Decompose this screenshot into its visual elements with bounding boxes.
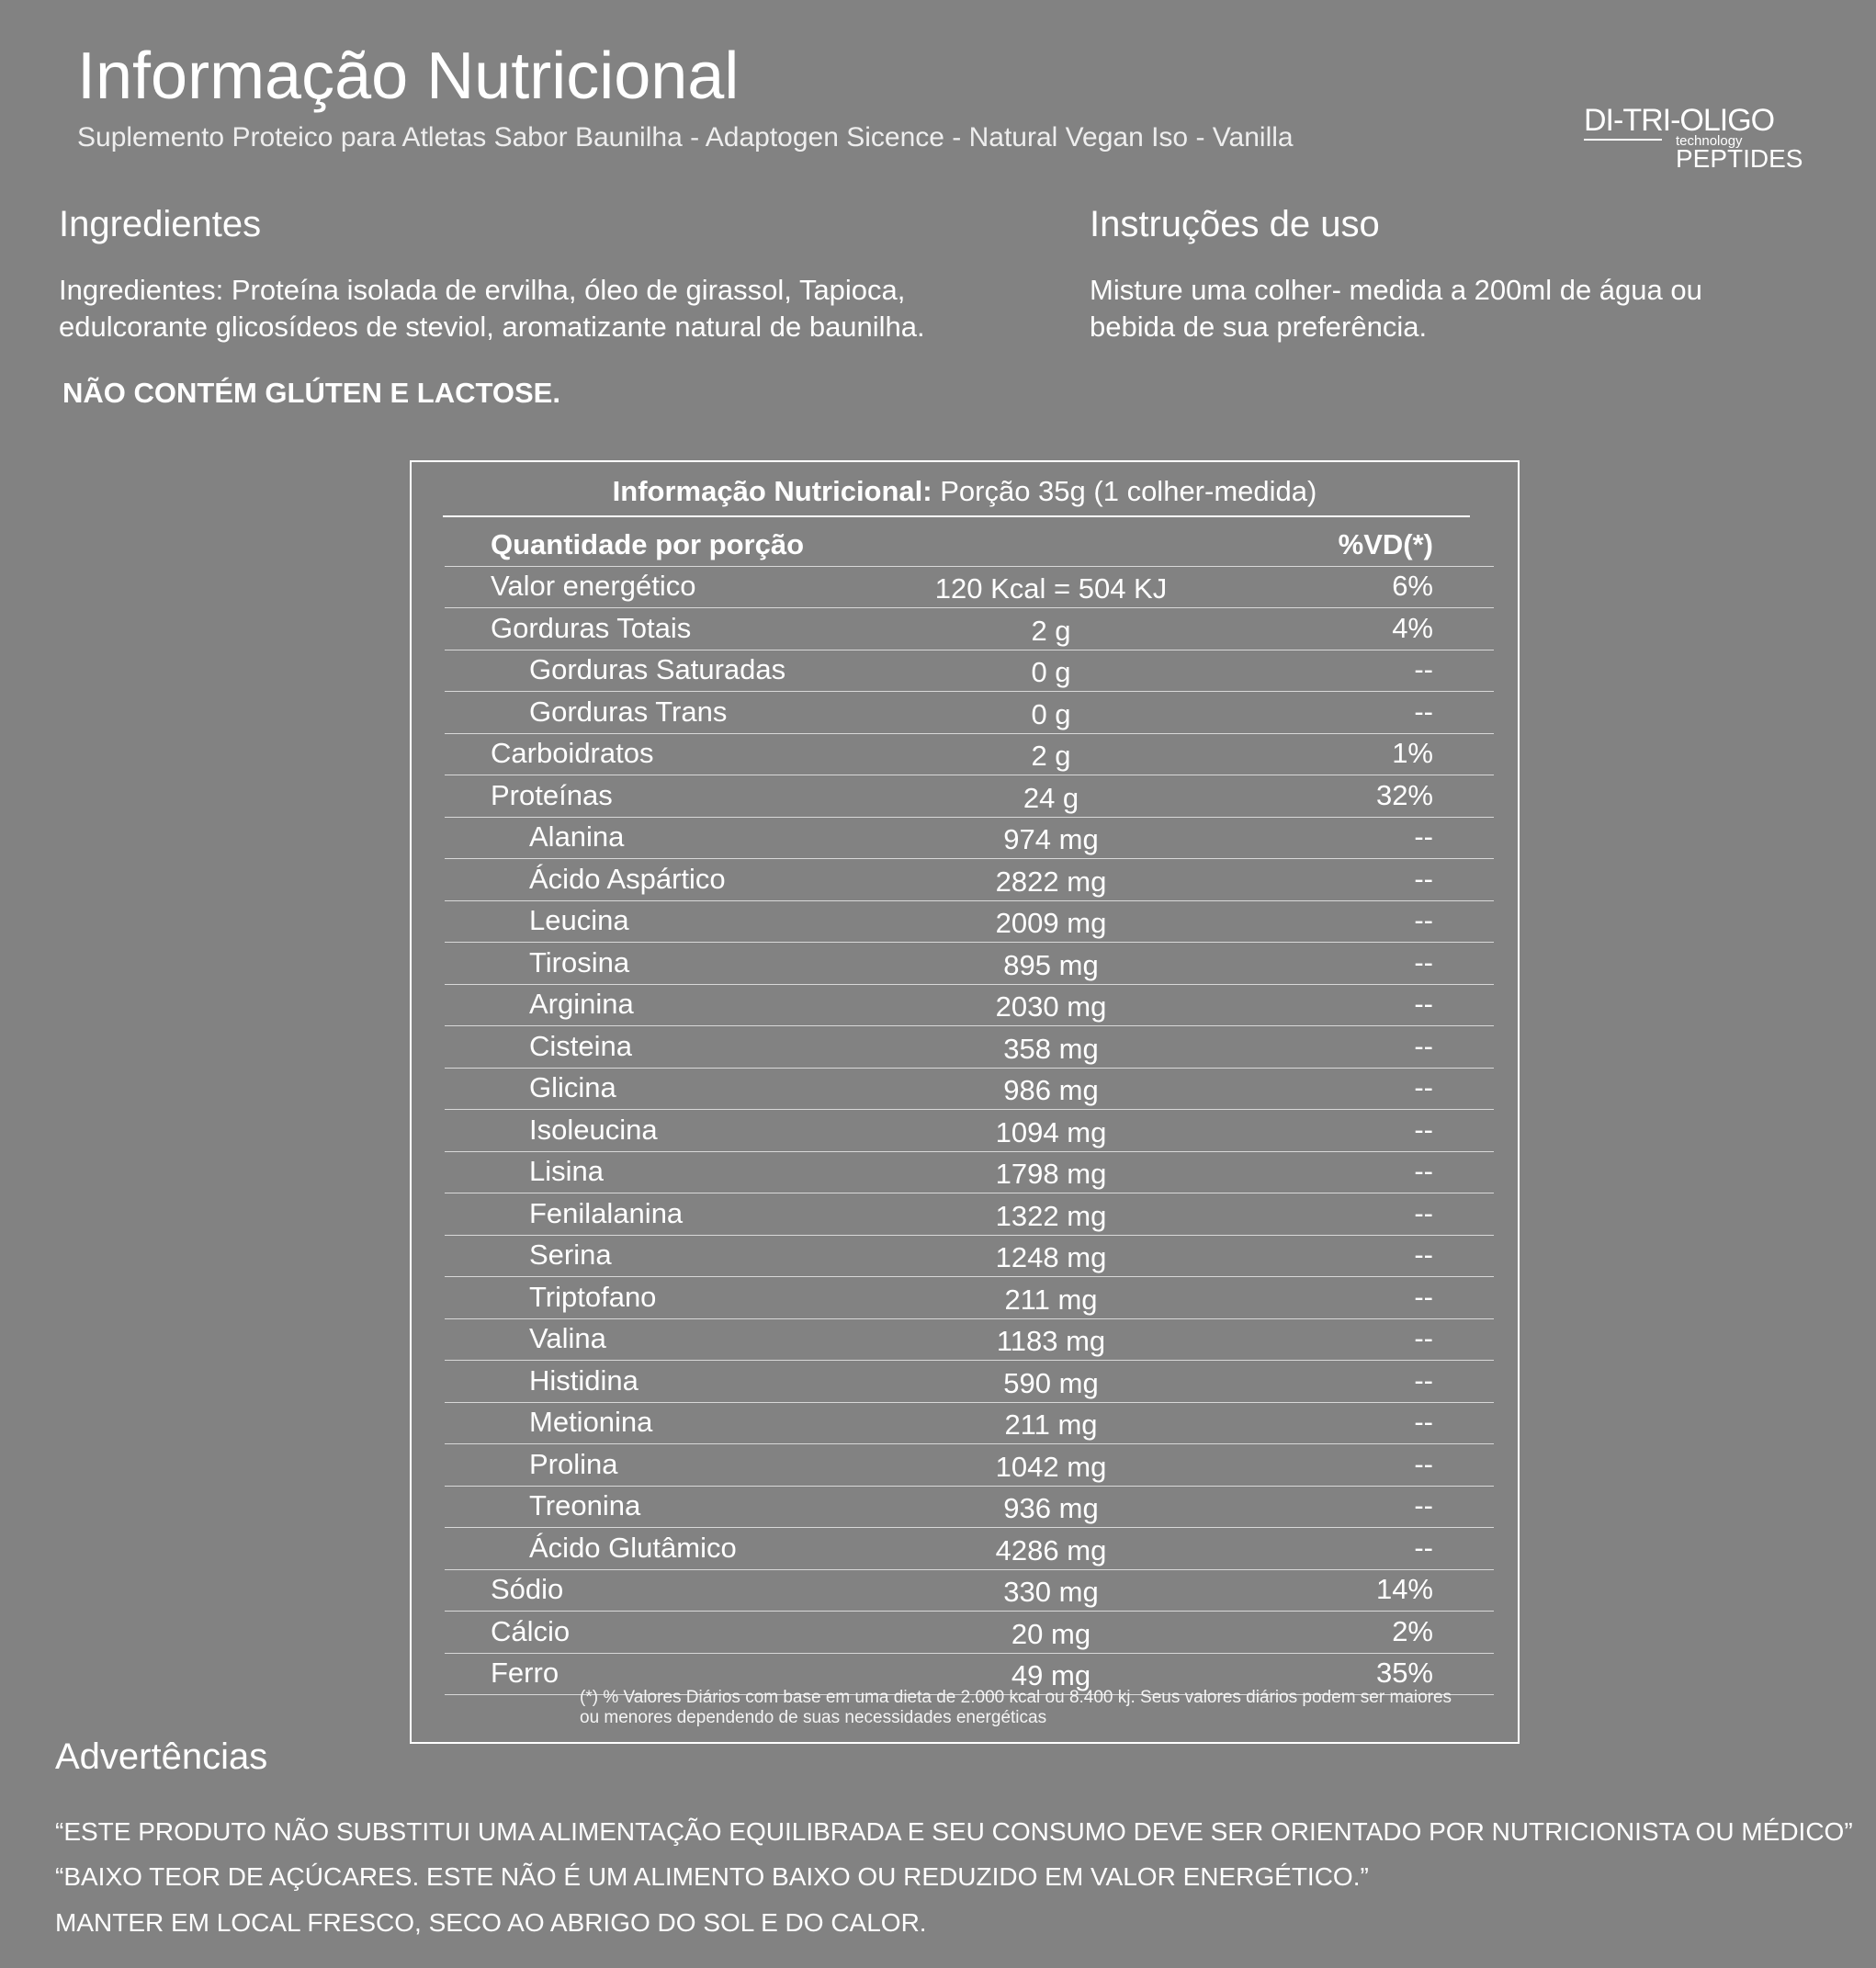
nutrition-title-bold: Informação Nutricional: [612,475,932,507]
nutrient-amount: 4286 mg [995,1533,1107,1566]
nutrient-daily-value: -- [1414,1196,1433,1229]
nutrient-amount: 20 mg [1011,1617,1091,1650]
nutrient-daily-value: 35% [1375,1657,1433,1689]
nutrient-label: Gorduras Totais [491,611,692,644]
nutrient-amount: 330 mg [1003,1576,1099,1608]
table-row [445,1069,1494,1111]
table-row [445,1152,1494,1194]
allergen-note: NÃO CONTÉM GLÚTEN E LACTOSE. [62,377,560,409]
nutrient-daily-value: -- [1414,1238,1433,1271]
nutrient-label: Histidina [529,1363,639,1397]
instructions-heading: Instruções de uso [1090,204,1380,244]
nutrient-daily-value: -- [1414,1113,1433,1146]
nutrient-label: Proteínas [491,778,613,811]
nutrient-daily-value: -- [1414,1155,1433,1187]
nutrient-daily-value: -- [1414,862,1433,895]
logo-line-2: technology [1676,133,1743,149]
nutrient-amount: 0 g [1031,656,1071,688]
nutrient-label: Treonina [529,1489,641,1521]
nutrient-label: Gorduras Trans [529,695,728,728]
nutrient-amount: 1094 mg [995,1115,1107,1148]
nutrient-label: Tirosina [529,945,630,978]
nutrient-daily-value: -- [1414,904,1433,936]
page-title: Informação Nutricional [77,40,740,113]
nutrient-amount: 1183 mg [996,1325,1106,1357]
nutrient-amount: 2009 mg [995,907,1107,939]
nutrient-label: Triptofano [529,1280,657,1313]
nutrient-daily-value: 4% [1392,611,1433,644]
nutrition-facts-panel [410,460,1520,1744]
warning-line: “BAIXO TEOR DE AÇÚCARES. ESTE NÃO É UM ALIMENTO BAIXO OU REDUZIDO EM VALOR ENERGÉTICO.” [55,1862,1369,1891]
column-header-quantity: Quantidade por porção [491,527,805,560]
nutrient-amount: 590 mg [1003,1366,1099,1399]
table-row [445,775,1494,818]
nutrient-amount: 24 g [1023,781,1079,814]
table-row [445,1361,1494,1403]
nutrient-daily-value: 6% [1392,570,1433,602]
nutrient-amount: 0 g [1031,697,1071,730]
nutrient-amount: 1322 mg [995,1199,1107,1232]
nutrient-amount: 986 mg [1003,1074,1099,1106]
nutrition-table-title [412,471,1518,512]
nutrient-label: Ácido Glutâmico [529,1531,737,1564]
nutrient-daily-value: 32% [1375,778,1433,811]
table-header-row [445,525,1494,567]
nutrient-amount: 1798 mg [995,1158,1107,1190]
nutrient-daily-value: -- [1414,820,1433,853]
daily-value-footnote: (*) % Valores Diários com base em uma dieta de 2.000 kcal ou 8.400 kj. Seus valores diários podem ser maiores ou menores dependendo de suas necessidades energéticas [580,1688,1452,1727]
nutrient-daily-value: 1% [1392,737,1433,769]
nutrient-daily-value: 14% [1375,1573,1433,1605]
nutrient-label: Metionina [529,1406,653,1438]
ingredients-heading: Ingredientes [59,204,262,244]
nutrient-daily-value: -- [1414,1280,1433,1313]
table-row [445,1487,1494,1529]
nutrient-amount: 2030 mg [995,990,1107,1023]
table-row [445,985,1494,1027]
warnings-heading: Advertências [55,1736,268,1777]
table-row [445,1528,1494,1570]
column-header-dv: %VD(*) [1338,527,1433,560]
nutrient-daily-value: -- [1414,653,1433,685]
nutrient-amount: 2 g [1031,614,1071,647]
table-row [445,901,1494,944]
nutrient-daily-value: -- [1414,1029,1433,1062]
nutrient-label: Sódio [491,1573,564,1605]
title-divider [443,515,1470,517]
nutrient-label: Alanina [529,820,625,853]
nutrition-title-portion: Porção 35g (1 colher-medida) [932,475,1317,507]
nutrient-daily-value: -- [1414,945,1433,978]
nutrient-amount: 2 g [1031,740,1071,772]
table-row [445,943,1494,985]
nutrient-amount: 120 Kcal = 504 KJ [934,572,1168,605]
nutrient-daily-value: -- [1414,1531,1433,1564]
nutrient-daily-value: -- [1414,1406,1433,1438]
nutrient-label: Lisina [529,1155,604,1187]
product-subtitle: Suplemento Proteico para Atletas Sabor Baunilha - Adaptogen Sicence - Natural Vegan Iso - Vanilla [77,122,1294,153]
nutrient-amount: 1248 mg [995,1241,1107,1273]
nutrient-daily-value: -- [1414,1447,1433,1480]
nutrient-amount: 2822 mg [995,865,1107,898]
nutrient-daily-value: -- [1414,1071,1433,1103]
nutrient-label: Cálcio [491,1614,571,1647]
table-row [445,1319,1494,1362]
table-row [445,1193,1494,1236]
table-row [445,1277,1494,1319]
instructions-text: Misture uma colher- medida a 200ml de água ou bebida de sua preferência. [1090,274,1702,343]
nutrient-daily-value: 2% [1392,1614,1433,1647]
table-row [445,1236,1494,1278]
logo-line-1: DI-TRI-OLIGO [1584,103,1775,138]
logo-underline [1584,139,1662,141]
nutrient-label: Glicina [529,1071,616,1103]
nutrient-label: Valina [529,1322,606,1354]
nutrient-daily-value: -- [1414,1363,1433,1397]
nutrient-label: Fenilalanina [529,1196,684,1229]
table-row [445,1403,1494,1445]
nutrient-label: Isoleucina [529,1113,658,1146]
nutrition-rows [445,525,1494,1695]
nutrient-label: Ferro [491,1657,559,1689]
nutrient-daily-value: -- [1414,695,1433,728]
table-row [445,692,1494,734]
table-row [445,1444,1494,1487]
nutrient-label: Valor energético [491,570,696,602]
warning-line: MANTER EM LOCAL FRESCO, SECO AO ABRIGO DO SOL E DO CALOR. [55,1908,927,1937]
logo-line-3: PEPTIDES [1676,144,1803,173]
nutrient-label: Cisteina [529,1029,632,1062]
nutrient-daily-value: -- [1414,1489,1433,1521]
brand-logo [1580,103,1803,173]
table-row [445,734,1494,776]
table-row [445,1026,1494,1069]
ingredients-text: Ingredientes: Proteína isolada de ervilha, óleo de girassol, Tapioca, edulcorante glicosídeos de steviol, aromatizante natural de baunilha. [59,274,925,343]
nutrient-label: Gorduras Saturadas [529,653,786,685]
table-row [445,1612,1494,1654]
nutrient-label: Prolina [529,1447,618,1480]
nutrient-amount: 211 mg [1004,1283,1098,1316]
nutrient-amount: 1042 mg [995,1450,1107,1483]
nutrient-label: Leucina [529,904,629,936]
table-row [445,608,1494,650]
nutrient-label: Carboidratos [491,737,654,769]
nutrient-amount: 974 mg [1003,823,1099,855]
warning-line: “ESTE PRODUTO NÃO SUBSTITUI UMA ALIMENTAÇÃO EQUILIBRADA E SEU CONSUMO DEVE SER ORIENTADO POR NUTRICIONISTA OU MÉDICO” [55,1817,1853,1846]
table-row [445,567,1494,609]
nutrient-amount: 895 mg [1003,948,1099,981]
nutrient-label: Ácido Aspártico [529,862,726,895]
table-row [445,859,1494,901]
table-row [445,1110,1494,1152]
nutrient-amount: 936 mg [1003,1492,1099,1524]
nutrient-amount: 358 mg [1003,1032,1099,1065]
nutrient-amount: 211 mg [1004,1408,1098,1441]
nutrient-daily-value: -- [1414,988,1433,1020]
table-row [445,650,1494,693]
nutrient-daily-value: -- [1414,1322,1433,1354]
nutrient-label: Serina [529,1238,612,1271]
nutrient-label: Arginina [529,988,634,1020]
table-row [445,818,1494,860]
table-row [445,1570,1494,1612]
nutrient-amount: 49 mg [1011,1659,1091,1691]
